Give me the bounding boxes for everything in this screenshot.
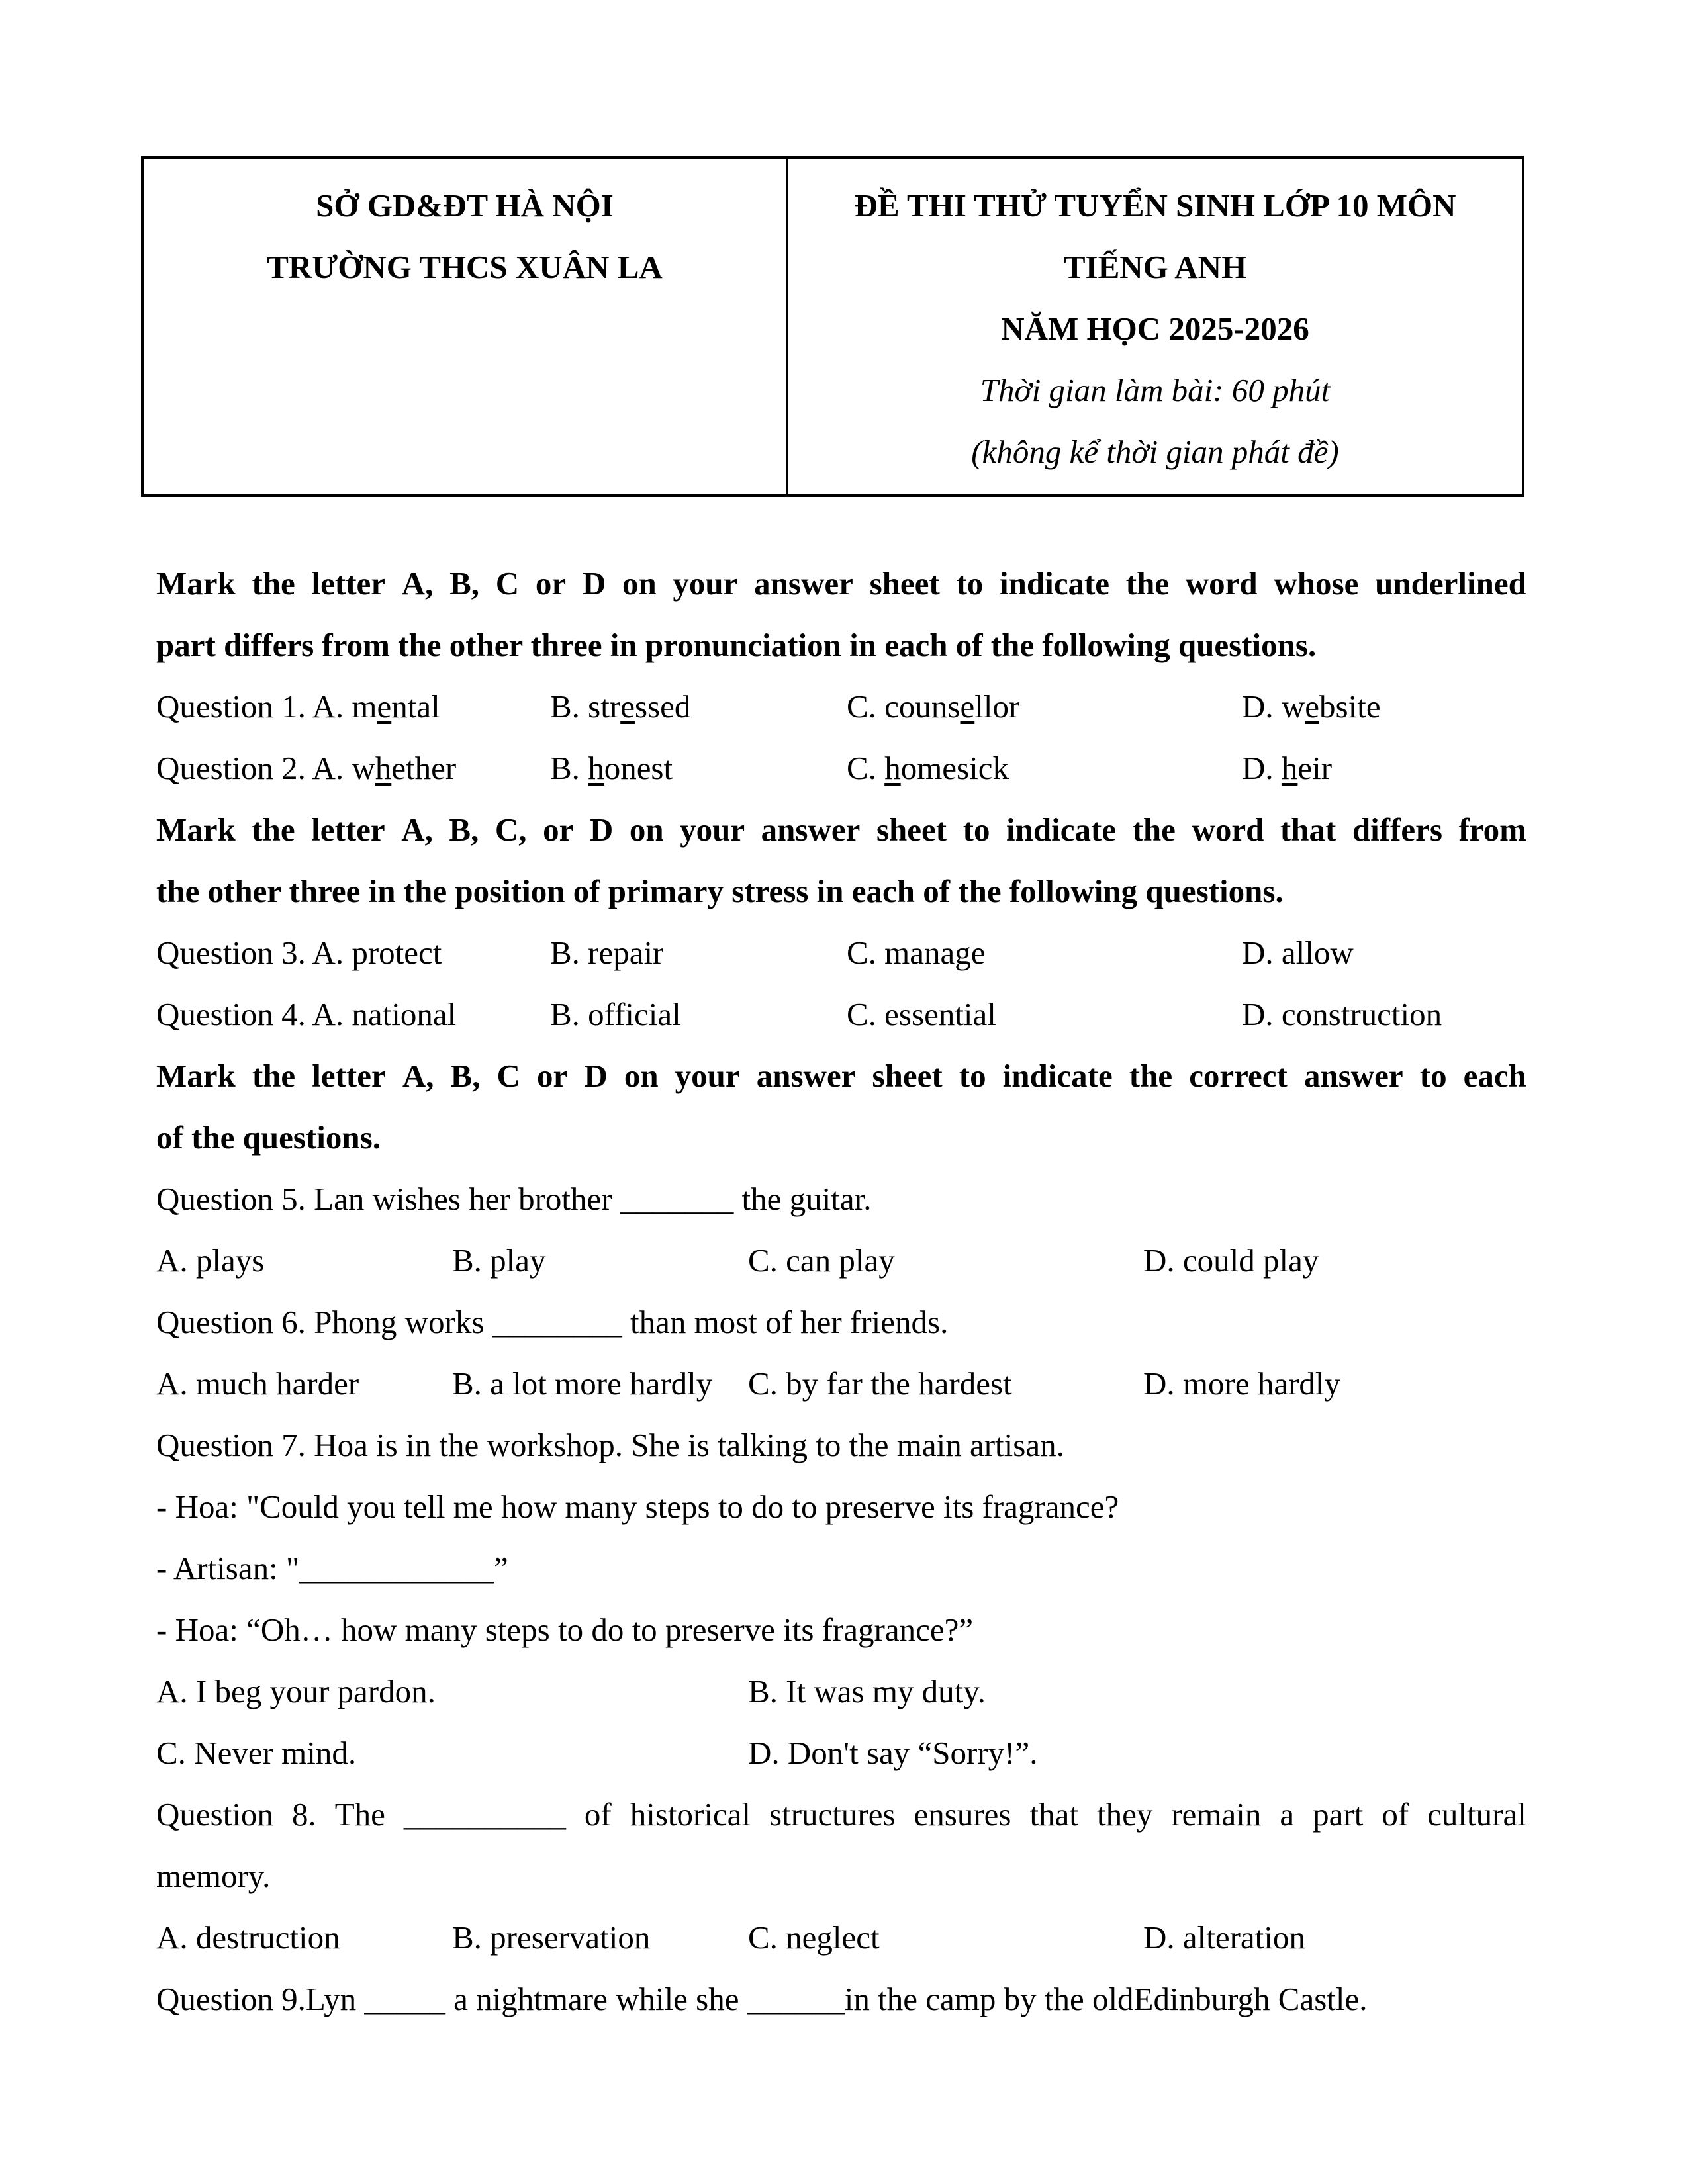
school-info <box>144 159 788 494</box>
word: on <box>622 565 657 602</box>
q3-option-d: D. allow <box>1242 934 1354 971</box>
q1-option-a: Question 1. A. mental <box>156 688 440 725</box>
section3-instruction-line2: of the questions. <box>156 1119 381 1156</box>
word: the <box>252 565 295 602</box>
question-5-stem: Question 5. Lan wishes her brother _______ the guitar. <box>156 1181 872 1217</box>
word: from <box>1458 811 1526 848</box>
word: answer <box>1303 1058 1403 1094</box>
q3-option-a: Question 3. A. protect <box>156 934 442 971</box>
word: correct <box>1189 1058 1288 1094</box>
word: Mark <box>156 811 236 848</box>
question-8-stem <box>156 1784 1533 1845</box>
question-7-dialogue-1: - Hoa: "Could you tell me how many steps to do to preserve its fragrance? <box>156 1488 1119 1525</box>
word: C <box>495 565 520 602</box>
q6-option-d: D. more hardly <box>1143 1365 1340 1402</box>
word: word <box>1185 565 1258 602</box>
q4-option-b: B. official <box>550 996 681 1032</box>
question-7-stem: Question 7. Hoa is in the workshop. She is talking to the main artisan. <box>156 1427 1064 1463</box>
section2-instruction-line1 <box>156 799 1533 860</box>
word: answer <box>761 811 861 848</box>
word: letter <box>312 1058 386 1094</box>
q8-option-c: C. neglect <box>748 1919 880 1956</box>
q1-option-b: B. stressed <box>550 688 691 725</box>
word: 8. <box>291 1796 316 1833</box>
word: to <box>959 1058 986 1094</box>
word: __________ <box>403 1796 566 1833</box>
q7-option-c: C. Never mind. <box>156 1735 357 1771</box>
word: B, <box>449 811 479 848</box>
question-9-stem: Question 9.Lyn _____ a nightmare while she ______in the camp by the oldEdinburgh Castle. <box>156 1981 1368 2017</box>
exam-title-line2: TIẾNG ANH <box>1063 249 1247 285</box>
word: sheet <box>872 1058 943 1094</box>
word: part <box>1313 1796 1364 1833</box>
q3-option-c: C. manage <box>847 934 986 971</box>
word: to <box>956 565 984 602</box>
justified-text <box>156 799 1526 860</box>
word: remain <box>1171 1796 1262 1833</box>
justified-text <box>156 1045 1526 1107</box>
justified-text <box>156 553 1526 614</box>
word: answer <box>754 565 853 602</box>
word: indicate <box>1002 1058 1113 1094</box>
section3-instruction-line1 <box>156 1045 1533 1107</box>
word: each <box>1463 1058 1526 1094</box>
word: Question <box>156 1796 273 1833</box>
word: D <box>584 1058 608 1094</box>
time-note: (không kể thời gian phát đề) <box>971 433 1339 470</box>
q5-option-b: B. play <box>452 1242 546 1279</box>
word: structures <box>769 1796 896 1833</box>
q1-option-c: C. counsellor <box>847 688 1020 725</box>
question-6-stem: Question 6. Phong works ________ than most of her friends. <box>156 1304 949 1340</box>
q6-option-a: A. much harder <box>156 1365 359 1402</box>
q1-option-d: D. website <box>1242 688 1381 725</box>
question-7-dialogue-3: - Hoa: “Oh… how many steps to do to preserve its fragrance?” <box>156 1612 974 1648</box>
q2-option-c: C. homesick <box>847 750 1009 786</box>
word: on <box>624 1058 659 1094</box>
time-allowed: Thời gian làm bài: 60 phút <box>980 372 1331 408</box>
word: cultural <box>1427 1796 1526 1833</box>
q3-option-b: B. repair <box>550 934 664 971</box>
word: indicate <box>1006 811 1117 848</box>
question-8-stem-cont: memory. <box>156 1858 271 1894</box>
word: on <box>629 811 664 848</box>
section1-instruction-line1 <box>156 553 1533 614</box>
exam-info <box>788 159 1522 494</box>
word: that <box>1029 1796 1078 1833</box>
word: your <box>675 1058 740 1094</box>
justified-text <box>156 1784 1526 1845</box>
word: C, <box>494 811 527 848</box>
q5-option-a: A. plays <box>156 1242 265 1279</box>
q7-option-b: B. It was my duty. <box>748 1673 986 1709</box>
word: or <box>535 565 567 602</box>
word: B, <box>450 1058 481 1094</box>
word: sheet <box>876 811 947 848</box>
word: underlined <box>1375 565 1526 602</box>
word: of <box>1382 1796 1409 1833</box>
word: the <box>1132 811 1176 848</box>
word: your <box>673 565 738 602</box>
word: ensures <box>914 1796 1011 1833</box>
word: C <box>496 1058 520 1094</box>
word: D <box>589 811 614 848</box>
q8-option-a: A. destruction <box>156 1919 340 1956</box>
word: sheet <box>869 565 940 602</box>
department-name: SỞ GD&ĐT HÀ NỘI <box>316 187 614 224</box>
q5-option-c: C. can play <box>748 1242 895 1279</box>
word: D <box>582 565 606 602</box>
word: answer <box>756 1058 856 1094</box>
word: Mark <box>156 565 236 602</box>
exam-title-line1: ĐỀ THI THỬ TUYỂN SINH LỚP 10 MÔN <box>854 187 1456 224</box>
question-7-dialogue-2: - Artisan: "____________” <box>156 1550 508 1586</box>
word: word <box>1192 811 1264 848</box>
q2-option-b: B. honest <box>550 750 673 786</box>
q7-option-d: D. Don't say “Sorry!”. <box>748 1735 1038 1771</box>
word: a <box>1280 1796 1295 1833</box>
word: letter <box>311 811 385 848</box>
q6-option-b: B. a lot more hardly <box>452 1365 713 1402</box>
word: A, <box>401 565 434 602</box>
word: whose <box>1274 565 1359 602</box>
q4-option-a: Question 4. A. national <box>156 996 457 1032</box>
word: they <box>1096 1796 1153 1833</box>
school-name: TRƯỜNG THCS XUÂN LA <box>267 249 663 285</box>
word: to <box>1419 1058 1447 1094</box>
word: A, <box>401 811 433 848</box>
word: The <box>334 1796 385 1833</box>
q8-option-d: D. alteration <box>1143 1919 1305 1956</box>
q2-option-a: Question 2. A. whether <box>156 750 457 786</box>
q8-option-b: B. preservation <box>452 1919 651 1956</box>
q7-option-a: A. I beg your pardon. <box>156 1673 436 1709</box>
word: differs <box>1352 811 1442 848</box>
word: the <box>1125 565 1170 602</box>
word: of <box>584 1796 612 1833</box>
q6-option-c: C. by far the hardest <box>748 1365 1012 1402</box>
word: A, <box>402 1058 434 1094</box>
section1-instruction-line2: part differs from the other three in pronunciation in each of the following questions. <box>156 627 1317 663</box>
q5-option-d: D. could play <box>1143 1242 1319 1279</box>
word: indicate <box>999 565 1110 602</box>
q4-option-c: C. essential <box>847 996 996 1032</box>
exam-header-table <box>141 156 1524 497</box>
word: historical <box>630 1796 751 1833</box>
word: letter <box>311 565 386 602</box>
word: the <box>252 1058 296 1094</box>
section2-instruction-line2: the other three in the position of primary stress in each of the following questions. <box>156 873 1284 909</box>
word: B, <box>449 565 480 602</box>
word: Mark <box>156 1058 236 1094</box>
word: the <box>252 811 295 848</box>
school-year: NĂM HỌC 2025-2026 <box>1001 310 1309 347</box>
word: that <box>1280 811 1336 848</box>
word: or <box>537 1058 568 1094</box>
word: or <box>543 811 574 848</box>
word: to <box>962 811 990 848</box>
q2-option-d: D. heir <box>1242 750 1333 786</box>
word: your <box>680 811 745 848</box>
q4-option-d: D. construction <box>1242 996 1442 1032</box>
word: the <box>1129 1058 1173 1094</box>
